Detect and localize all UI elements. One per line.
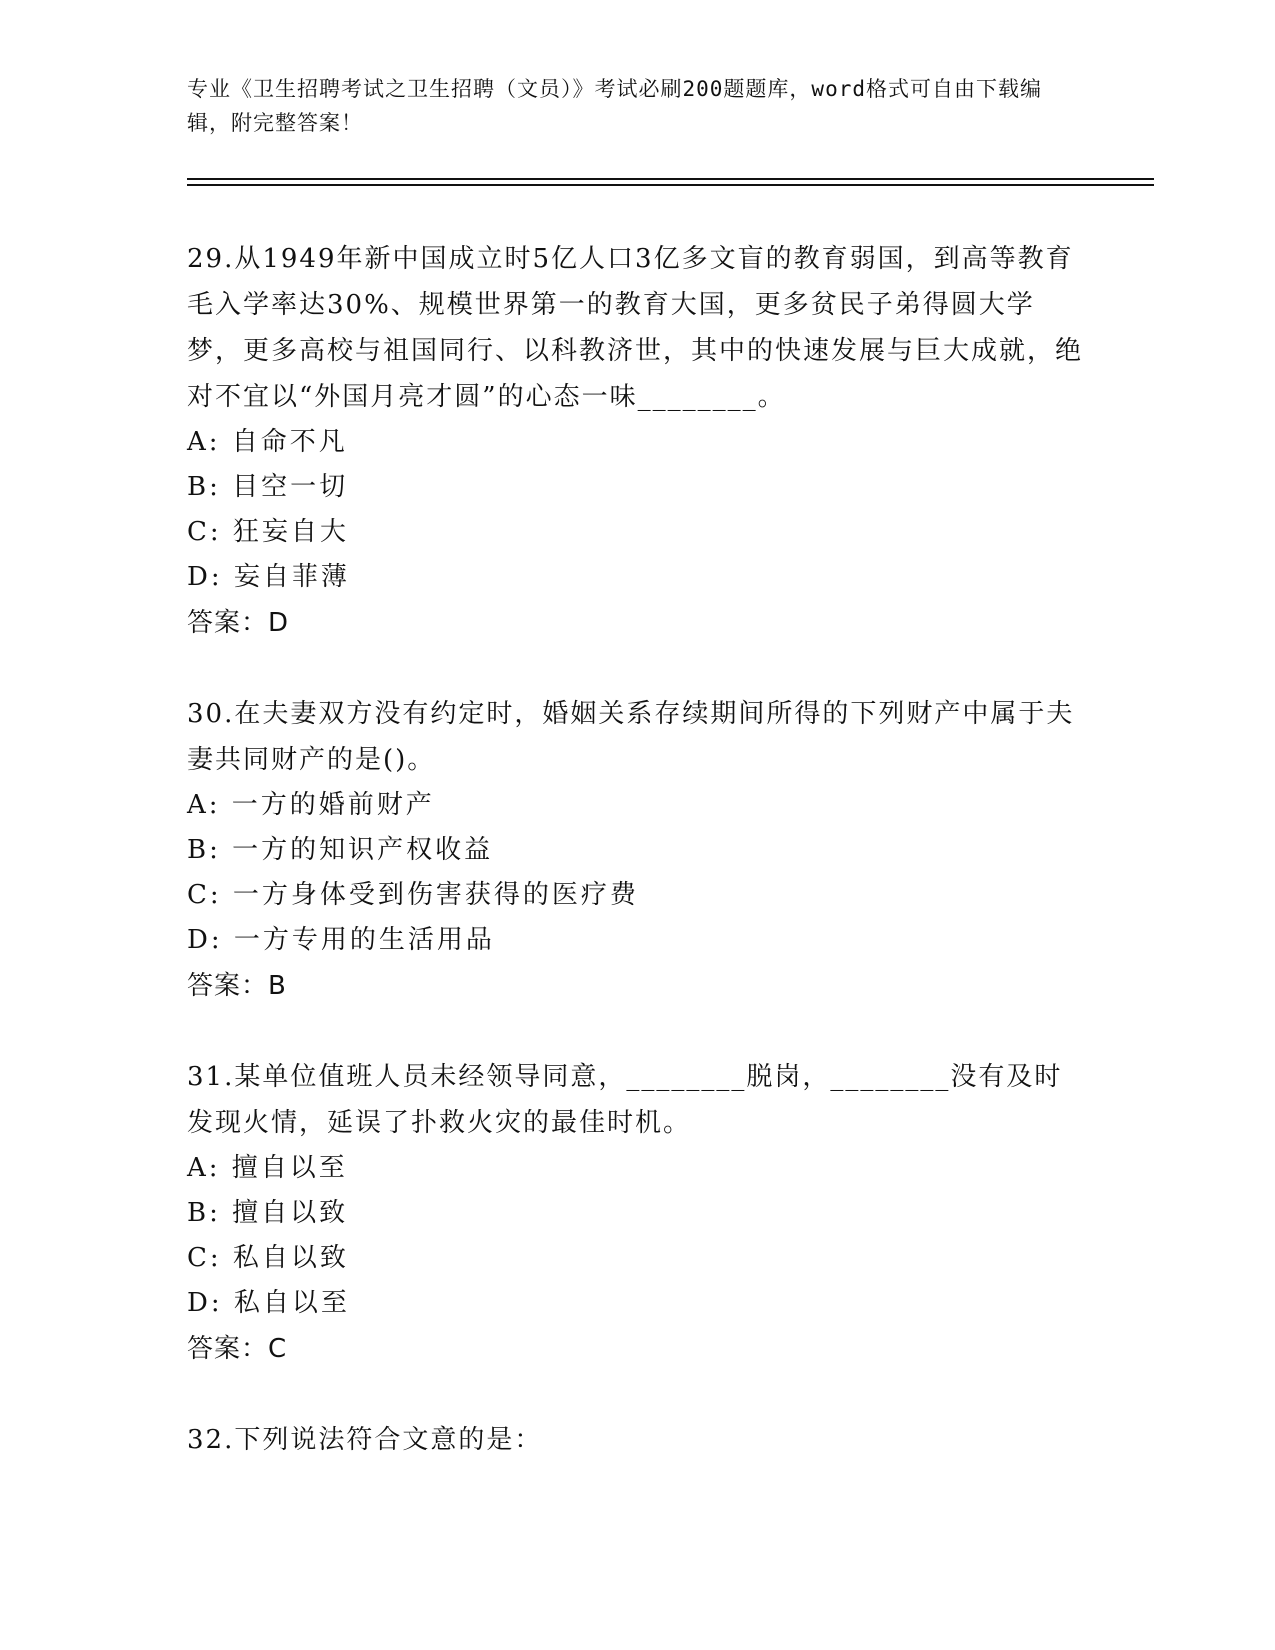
answer-line: 答案：B — [187, 971, 287, 1001]
option-b: B: 目空一切 — [187, 472, 349, 502]
answer-line: 答案：C — [187, 1334, 288, 1364]
header-text: 专业《卫生招聘考试之卫生招聘（文员）》考试必刷200题题库，word格式可自由下载编辑，附完整答案！ — [187, 77, 1042, 135]
header-divider-bottom — [187, 184, 1154, 186]
question-30 — [187, 691, 1087, 1009]
option-d: D: 私自以至 — [187, 1288, 350, 1318]
question-stem: 29.从1949年新中国成立时5亿人口3亿多文盲的教育弱国，到高等教育毛入学率达30%、规模世界第一的教育大国，更多贫民子弟得圆大学梦，更多高校与祖国同行、以科教济世，其中的快速发展与巨大成就，绝对不宜以“外国月亮才圆”的心态一味________。 — [187, 244, 1084, 412]
option-a: A: 擅自以至 — [187, 1153, 348, 1183]
question-stem: 31.某单位值班人员未经领导同意，________脱岗，________没有及时发现火情，延误了扑救火灾的最佳时机。 — [187, 1062, 1063, 1138]
option-d: D: 一方专用的生活用品 — [187, 925, 495, 955]
question-stem: 32.下列说法符合文意的是： — [187, 1425, 543, 1455]
question-list — [187, 236, 1087, 1508]
question-32 — [187, 1417, 1087, 1463]
option-b: B: 一方的知识产权收益 — [187, 835, 494, 865]
option-b: B: 擅自以致 — [187, 1198, 349, 1228]
header-divider-top — [187, 178, 1154, 180]
option-c: C: 私自以致 — [187, 1243, 349, 1273]
question-31 — [187, 1054, 1087, 1372]
question-29 — [187, 236, 1087, 646]
question-stem: 30.在夫妻双方没有约定时，婚姻关系存续期间所得的下列财产中属于夫妻共同财产的是()。 — [187, 699, 1075, 775]
option-a: A: 自命不凡 — [187, 427, 348, 457]
option-a: A: 一方的婚前财产 — [187, 790, 435, 820]
answer-line: 答案：D — [187, 608, 290, 638]
option-c: C: 一方身体受到伤害获得的医疗费 — [187, 880, 639, 910]
option-c: C: 狂妄自大 — [187, 517, 349, 547]
option-d: D: 妄自菲薄 — [187, 562, 350, 592]
